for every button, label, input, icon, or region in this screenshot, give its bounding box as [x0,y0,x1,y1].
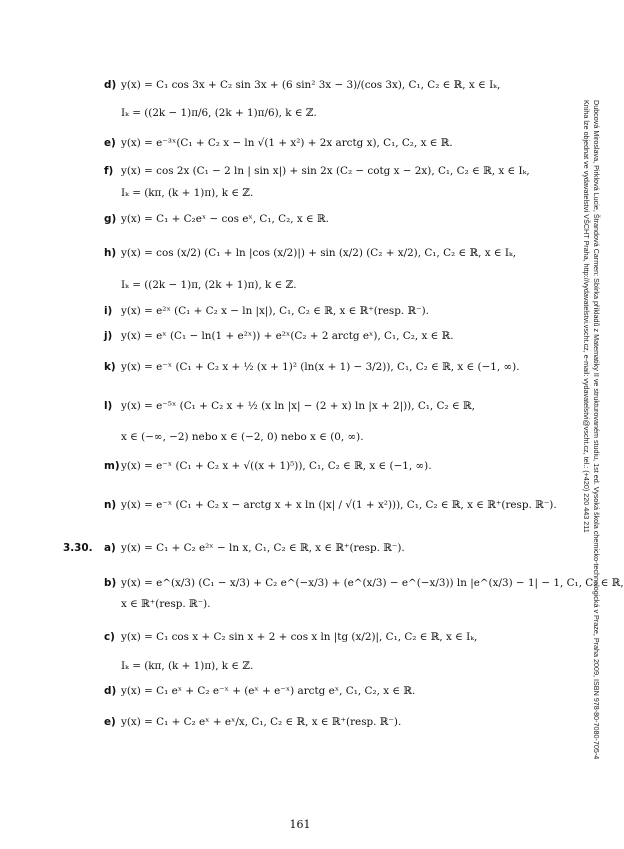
page-number: 161 [289,818,311,831]
answer-row [0,572,624,594]
item-label: n) [104,499,117,511]
equation: y(x) = e^(x/3) (C₁ − x/3) + C₂ e^(−x/3) + (e^(x/3) − e^(−x/3)) ln |e^(x/3) − 1| − 1, C₁, C₂ ∈ ℝ, [121,577,624,589]
citation-line-1: Dubcová Miroslava, Pirklová Lucie, Štrandová Carmen: Sbírka příkladů z Matematiky II ve strukturovaném studiu, 1st ed. Vysoká škola chemicko-technologická v Praze, Praha 2009, ISBN 978-80-7080-705-4 [592,100,601,760]
item-label: j) [104,330,113,342]
equation: y(x) = eˣ (C₁ − ln(1 + e²ˣ)) + e²ˣ(C₂ + 2 arctg eˣ), C₁, C₂, x ∈ ℝ. [121,330,454,342]
equation: Iₖ = (kπ, (k + 1)π), k ∈ ℤ. [121,660,254,672]
item-label: l) [104,400,113,412]
equation: y(x) = e⁻⁵ˣ (C₁ + C₂ x + ½ (x ln |x| − (2 + x) ln |x + 2|)), C₁, C₂ ∈ ℝ, [121,400,475,412]
item-label: k) [104,361,116,373]
citation-text [581,100,601,760]
answer-row [0,325,560,347]
answer-row [0,160,560,182]
answer-row [0,300,560,322]
equation: y(x) = cos 2x (C₁ − 2 ln | sin x|) + sin 2x (C₂ − cotg x − 2x), C₁, C₂ ∈ ℝ, x ∈ Iₖ, [121,165,530,177]
item-label: d) [104,79,117,91]
equation: y(x) = cos (x/2) (C₁ + ln |cos (x/2)|) + sin (x/2) (C₂ + x/2), C₁, C₂ ∈ ℝ, x ∈ Iₖ, [121,247,517,259]
equation: y(x) = e⁻ˣ (C₁ + C₂ x + ½ (x + 1)² (ln(x + 1) − 3/2)), C₁, C₂ ∈ ℝ, x ∈ (−1, ∞). [121,361,520,373]
answer-row [0,132,560,154]
section-number: 3.30. [63,542,93,554]
equation: Iₖ = ((2k − 1)π/6, (2k + 1)π/6), k ∈ ℤ. [121,107,317,119]
item-label: e) [104,716,116,728]
citation-sidebar [553,100,601,760]
answer-row [0,655,560,677]
equation: y(x) = C₁ + C₂ e²ˣ − ln x, C₁, C₂ ∈ ℝ, x ∈ ℝ⁺(resp. ℝ⁻). [121,542,405,554]
answer-row [0,274,560,296]
answer-row [0,242,560,264]
item-label: e) [104,137,116,149]
item-label: g) [104,213,117,225]
answer-row [0,356,560,378]
item-label: a) [104,542,116,554]
item-label: b) [104,577,117,589]
equation: y(x) = e⁻ˣ (C₁ + C₂ x + √((x + 1)⁵)), C₁, C₂ ∈ ℝ, x ∈ (−1, ∞). [121,460,432,472]
answer-row [0,74,560,96]
answer-row [0,455,560,477]
equation: Iₖ = (kπ, (k + 1)π), k ∈ ℤ. [121,187,254,199]
answer-row [0,626,560,648]
answer-row [0,208,560,230]
answer-row [0,593,560,615]
item-label: c) [104,631,115,643]
equation: y(x) = C₁ cos x + C₂ sin x + 2 + cos x ln |tg (x/2)|, C₁, C₂ ∈ ℝ, x ∈ Iₖ, [121,631,478,643]
answer-row [0,395,560,417]
equation: x ∈ ℝ⁺(resp. ℝ⁻). [121,598,211,610]
answer-row [0,711,560,733]
equation: y(x) = e²ˣ (C₁ + C₂ x − ln |x|), C₁, C₂ ∈ ℝ, x ∈ ℝ⁺(resp. ℝ⁻). [121,305,429,317]
equation: y(x) = e⁻ˣ (C₁ + C₂ x − arctg x + x ln (|x| / √(1 + x²))), C₁, C₂ ∈ ℝ, x ∈ ℝ⁺(resp. ℝ⁻). [121,499,557,511]
item-label: i) [104,305,113,317]
answer-row [0,680,560,702]
equation: x ∈ (−∞, −2) nebo x ∈ (−2, 0) nebo x ∈ (0, ∞). [121,431,364,443]
answer-row [0,426,560,448]
item-label: f) [104,165,114,177]
equation: y(x) = C₁ + C₂ eˣ + eˣ/x, C₁, C₂ ∈ ℝ, x ∈ ℝ⁺(resp. ℝ⁻). [121,716,402,728]
citation-line-2: Kniha lze objednat ve vydavatelství VŠCHT Praha, http://vydavatelstvi.vscht.cz, e-mail: vydavatelstvi@vscht.cz, tel.: (+420) 220 443 211 [582,100,591,533]
answer-row [0,537,560,559]
equation: y(x) = C₁ cos 3x + C₂ sin 3x + (6 sin² 3x − 3)/(cos 3x), C₁, C₂ ∈ ℝ, x ∈ Iₖ, [121,79,501,91]
equation: Iₖ = ((2k − 1)π, (2k + 1)π), k ∈ ℤ. [121,279,297,291]
answer-row [0,494,560,516]
item-label: h) [104,247,117,259]
item-label: d) [104,685,117,697]
answer-row [0,102,560,124]
answer-row [0,182,560,204]
item-label: m) [104,460,120,472]
equation: y(x) = C₁ eˣ + C₂ e⁻ˣ + (eˣ + e⁻ˣ) arctg eˣ, C₁, C₂, x ∈ ℝ. [121,685,416,697]
equation: y(x) = C₁ + C₂eˣ − cos eˣ, C₁, C₂, x ∈ ℝ. [121,213,329,225]
equation: y(x) = e⁻³ˣ(C₁ + C₂ x − ln √(1 + x²) + 2x arctg x), C₁, C₂, x ∈ ℝ. [121,137,453,149]
